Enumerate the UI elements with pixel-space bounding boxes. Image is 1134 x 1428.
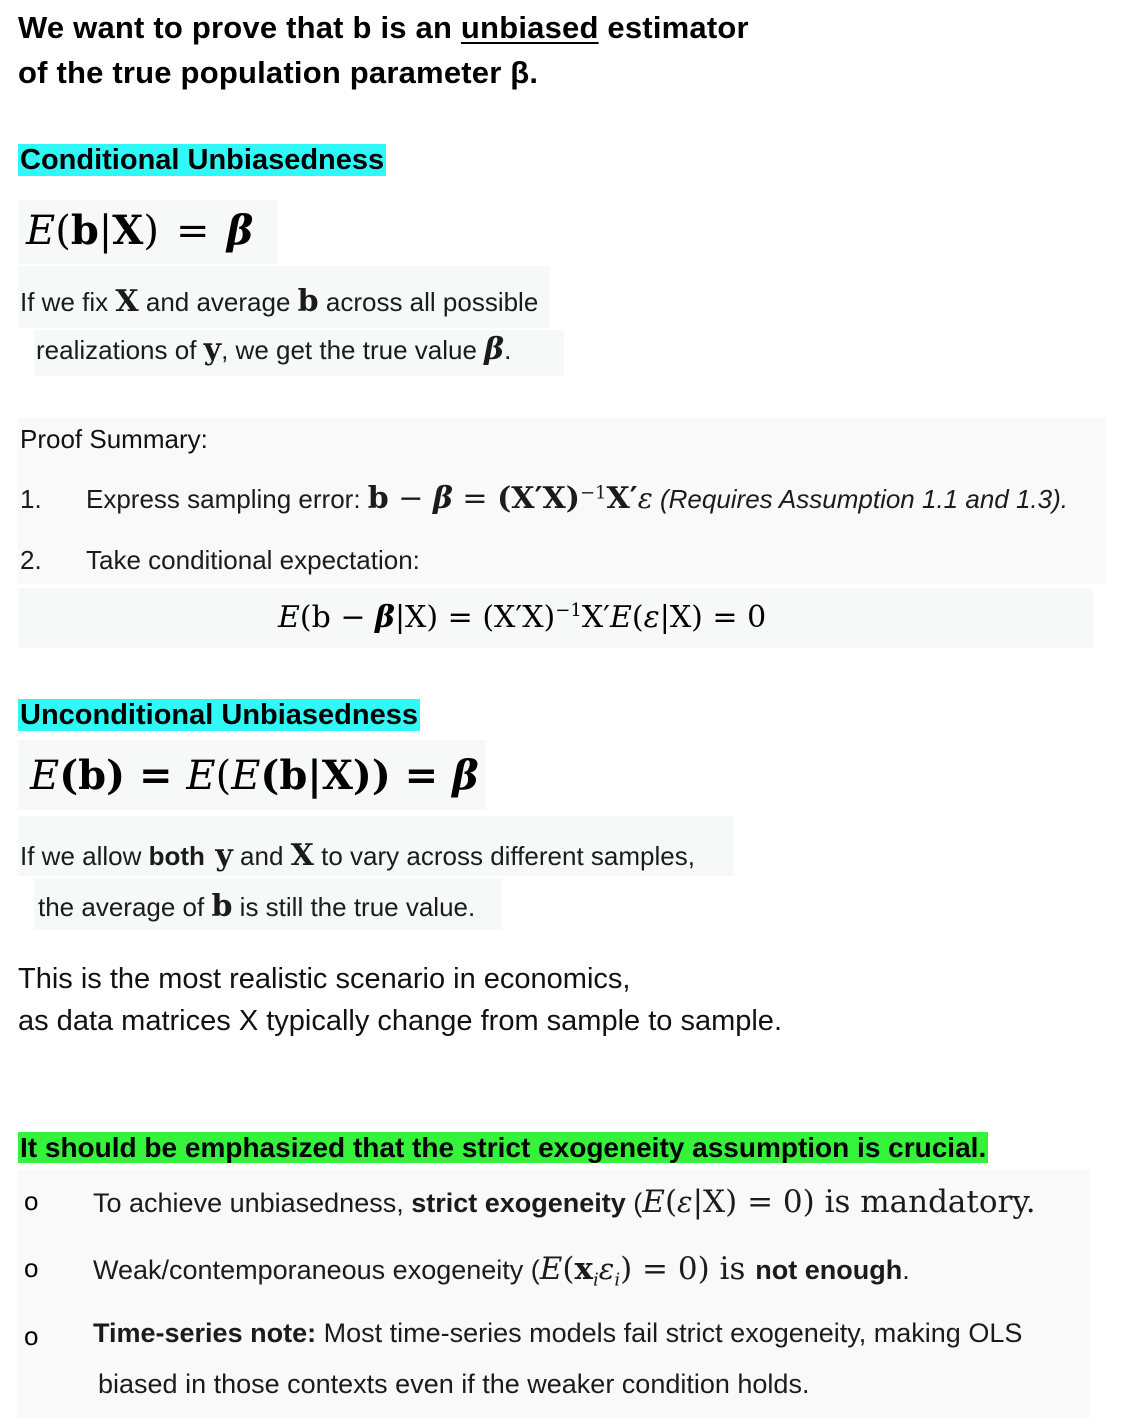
unconditional-desc-line-2: the average of b is still the true value. <box>38 889 476 924</box>
proof-step-2: Take conditional expectation: <box>86 545 420 575</box>
unconditional-desc-line-1: If we allow both y and X to vary across different samples, <box>20 838 695 873</box>
conditional-formula: E(b|X) = β <box>26 207 254 254</box>
bullet-2: Weak/contemporaneous exogeneity $(E(x_i\varepsilon_i) = 0)$ is not enough. <box>93 1251 910 1291</box>
bullet-3-line-2: biased in those contexts even if the weaker condition holds. <box>98 1369 810 1399</box>
proof-step-1-number: 1. <box>20 484 42 514</box>
intro-line-1: We want to prove that b is an unbiased estimator <box>18 10 749 45</box>
conditional-desc-line-1: If we fix X and average b across all possible <box>20 284 539 319</box>
realistic-note-line-1: This is the most realistic scenario in economics, <box>18 963 631 995</box>
bullet-2-marker: o <box>24 1253 39 1283</box>
proof-summary-heading: Proof Summary: <box>20 424 208 454</box>
realistic-note-line-2: as data matrices X typically change from sample to sample. <box>18 1005 782 1037</box>
unbiased-underline: unbiased <box>460 10 599 45</box>
bullet-1: To achieve unbiasedness, strict exogeneity (E(ε|X) = 0) is mandatory. <box>93 1184 1036 1220</box>
proof-step-2-number: 2. <box>20 545 42 575</box>
intro-line-2: of the true population parameter β. <box>18 55 539 90</box>
unconditional-heading: Unconditional Unbiasedness <box>20 699 418 731</box>
proof-display-equation: $E(b - \beta|X) = (X'X)^{-1}X'E(\varepsilon|X) = 0$ <box>278 600 767 635</box>
proof-step-1: Express sampling error: $b - \beta = (X'X)^{-1}X'\varepsilon$ (Requires Assumption 1.1 and 1.3). <box>86 481 1068 516</box>
bullet-3-marker: o <box>24 1321 39 1351</box>
conditional-heading: Conditional Unbiasedness <box>20 144 385 176</box>
unconditional-formula: E(b) = E(E(b|X)) = β <box>30 752 479 799</box>
emphasis-heading: It should be emphasized that the strict exogeneity assumption is crucial. <box>20 1132 987 1163</box>
conditional-desc-line-2: realizations of y, we get the true value β. <box>36 332 512 367</box>
bullet-1-marker: o <box>24 1186 39 1216</box>
bullet-3: Time-series note: Most time-series models fail strict exogeneity, making OLS <box>93 1318 1023 1348</box>
